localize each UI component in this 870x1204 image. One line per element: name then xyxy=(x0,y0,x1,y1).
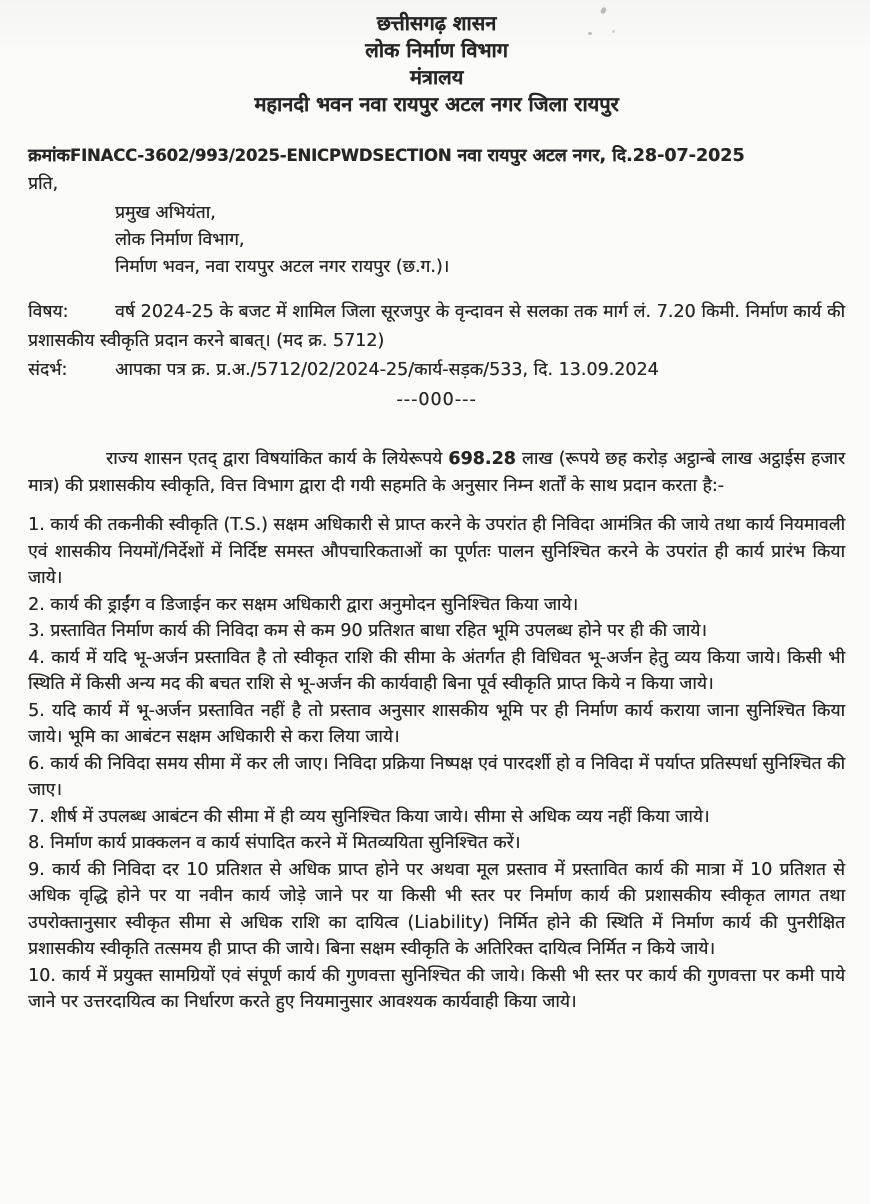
letterhead xyxy=(28,10,845,118)
reference-label: संदर्भ: xyxy=(28,360,68,380)
letterhead-department: लोक निर्माण विभाग xyxy=(365,38,508,62)
doc-number: FINACC-3602/993/2025-ENICPWDSECTION xyxy=(69,146,452,165)
salutation: प्रति, xyxy=(28,174,59,194)
condition-item: 7. शीर्ष में उपलब्ध आबंटन की सीमा में ही व्यय सुनिश्चित किया जाये। सीमा से अधिक व्यय नहीं किया जाये। xyxy=(28,806,710,827)
subject-row xyxy=(28,298,845,356)
doc-number-label: क्रमांक xyxy=(28,146,70,166)
letterhead-office: मंत्रालय xyxy=(409,65,464,89)
addressee-line: लोक निर्माण विभाग, xyxy=(115,230,245,250)
subject-label: विषय: xyxy=(28,302,69,322)
condition-item: 3. प्रस्तावित निर्माण कार्य की निविदा कम से कम 90 प्रतिशत बाधा रहित भूमि उपलब्ध होने पर ही की जाये। xyxy=(28,621,707,641)
doc-number-line xyxy=(28,143,845,169)
section-separator: ---000--- xyxy=(396,390,477,410)
reference-text: आपका पत्र क्र. प्र.अ./5712/02/2024-25/कार्य-सड़क/533, दि. 13.09.2024 xyxy=(115,360,659,380)
addressee-line: प्रमुख अभियंता, xyxy=(115,203,216,223)
condition-item: 9. कार्य की निविदा दर 10 प्रतिशत से अधिक प्राप्त होने पर अथवा मूल प्रस्ताव में प्रस्तावित कार्य की मात्रा में 10 प्रतिशत से अधिक वृद्धि होने पर या नवीन कार्य जोड़े जाने पर या किसी भी स्तर पर निर्माण कार्य की प्रशासकीय स्वीकृत लागत तथा उपरोक्तानुसार स्वीकृत सीमा से अधिक राशि का दायित्व (Liability) निर्मित होने की स्थिति में निर्माण कार्य की पुनरीक्षित प्रशासकीय स्वीकृति तत्समय ही प्राप्त की जाये। बिना सक्षम स्वीकृति के अतिरिक्त दायित्व निर्मित न किये जाये। xyxy=(28,859,845,959)
body-text-after-amount: लाख (रूपये छह करोड़ अट्ठान्बे लाख अट्ठाईस हजार मात्र) की प्रशासकीय स्वीकृति, वित्त विभाग द्वारा दी गयी सहमति के अनुसार निम्न शर्तों के साथ प्रदान करता है:- xyxy=(28,449,845,496)
letterhead-government: छत्तीसगढ़ शासन xyxy=(376,11,497,35)
body-text-before-amount: राज्य शासन एतद् द्वारा विषयांकित कार्य के लियेरूपये xyxy=(106,449,449,469)
doc-place-date: नवा रायपुर अटल नगर, दि.28-07-2025 xyxy=(451,146,745,166)
subject-text: वर्ष 2024-25 के बजट में शामिल जिला सूरजपुर के वृन्दावन से सलका तक मार्ग लं. 7.20 किमी. निर्माण कार्य की प्रशासकीय स्वीकृति प्रदान करने बाबत्। (मद क्र. 5712) xyxy=(28,302,845,351)
condition-item: 8. निर्माण कार्य प्राक्कलन व कार्य संपादित करने में मितव्ययिता सुनिश्चित करें। xyxy=(28,833,521,853)
condition-item: 1. कार्य की तकनीकी स्वीकृति (T.S.) सक्षम अधिकारी से प्राप्त करने के उपरांत ही निविदा आमंत्रित की जाये तथा कार्य नियमावली एवं शासकीय नियमों/निर्देशों में निर्दिष्ट समस्त औपचारिकताओं का पूर्णतः पालन सुनिश्चित करने के उपरांत ही कार्य प्रारंभ किया जाये। xyxy=(28,515,845,588)
body-paragraph xyxy=(28,446,845,499)
scan-speck xyxy=(612,30,615,33)
addressee-line: निर्माण भवन, नवा रायपुर अटल नगर रायपुर (छ.ग.)। xyxy=(115,257,450,277)
condition-item: 5. यदि कार्य में भू-अर्जन प्रस्तावित नहीं है तो प्रस्ताव अनुसार शासकीय भूमि पर ही निर्माण कार्य कराया जाना सुनिश्चित किया जाये। भूमि का आबंटन सक्षम अधिकारी से करा लिया जाये। xyxy=(28,700,845,747)
scan-speck xyxy=(588,32,592,35)
conditions-list xyxy=(28,512,845,1016)
reference-row xyxy=(28,356,845,385)
condition-item: 4. कार्य में यदि भू-अर्जन प्रस्तावित है तो स्वीकृत राशि की सीमा के अंतर्गत ही विधिवत भू-अर्जन हेतु व्यय किया जाये। किसी भी स्थिति में किसी अन्य मद की बचत राशि से भू-अर्जन की कार्यवाही बिना पूर्व स्वीकृति प्राप्त किये न किया जाये। xyxy=(28,647,845,694)
condition-item: 2. कार्य की ड्राईंग व डिजाईन कर सक्षम अधिकारी द्वारा अनुमोदन सुनिश्चित किया जाये। xyxy=(28,594,579,615)
condition-item: 6. कार्य की निविदा समय सीमा में कर ली जाए। निविदा प्रक्रिया निष्पक्ष एवं पारदर्शी हो व निविदा में पर्याप्त प्रतिस्पर्धा सुनिश्चित की जाए। xyxy=(28,753,845,800)
sanction-amount: 698.28 xyxy=(448,449,516,469)
condition-item: 10. कार्य में प्रयुक्त सामग्रियों एवं संपूर्ण कार्य की गुणवत्ता सुनिश्चित की जाये। किसी भी स्तर पर कार्य की गुणवत्ता पर कमी पाये जाने पर उत्तरदायित्व का निर्धारण करते हुए नियमानुसार आवश्यक कार्यवाही किया जाये। xyxy=(28,965,845,1012)
addressee-block xyxy=(115,200,845,281)
letterhead-address: महानदी भवन नवा रायपुर अटल नगर जिला रायपुर xyxy=(254,92,619,116)
